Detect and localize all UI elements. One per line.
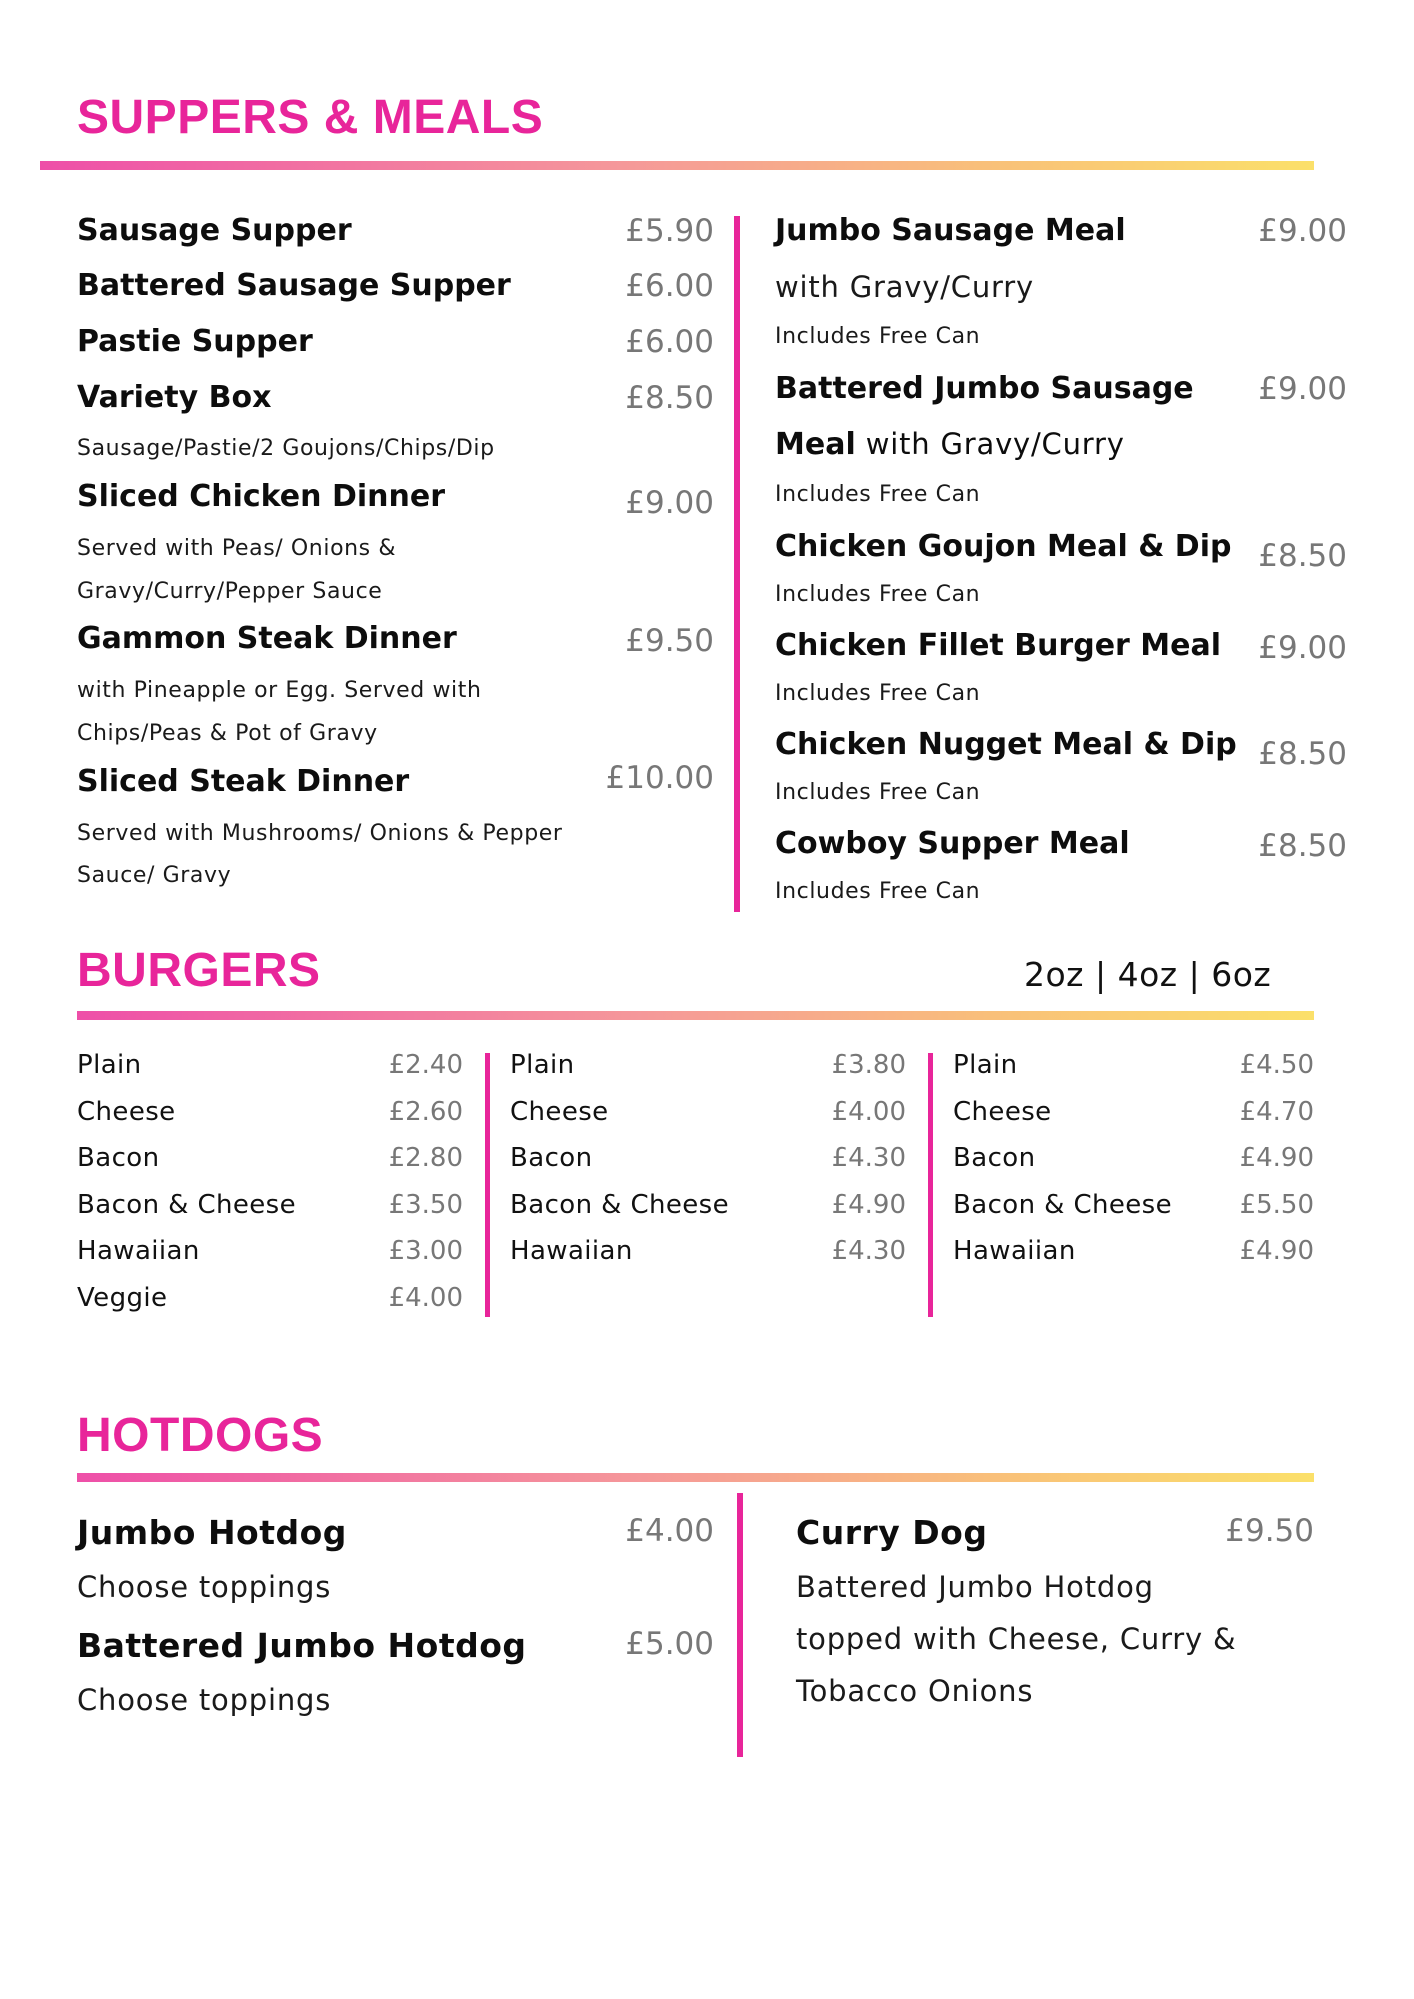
menu-item-description: with Gravy/Curry [775,270,1034,304]
burger-item-price: £4.30 [831,1236,906,1266]
burger-item-name: Plain [77,1050,142,1080]
burger-item-price: £2.60 [388,1097,463,1127]
menu-item-description: with Gravy/Curry [855,427,1125,461]
menu-item-name: Battered Sausage Supper [77,268,511,303]
menu-item-name: Curry Dog [796,1513,988,1552]
menu-item-description: with Pineapple or Egg. Served with [77,678,482,703]
burger-item-name: Bacon & Cheese [953,1190,1173,1220]
burger-item-name: Plain [953,1050,1018,1080]
menu-item-price: £9.50 [625,623,714,659]
menu-item-price: £8.50 [1258,736,1347,772]
column-divider [737,1493,743,1757]
column-divider [734,216,740,912]
menu-item-name: Jumbo Hotdog [77,1513,347,1552]
burger-item-name: Cheese [953,1097,1052,1127]
burger-item-price: £3.80 [831,1050,906,1080]
menu-item-price: £6.00 [625,268,714,304]
menu-item-price: £8.50 [1258,538,1347,574]
section-divider-suppers [40,161,1314,170]
burger-item-price: £4.50 [1239,1050,1314,1080]
burger-size-labels: 2oz | 4oz | 6oz [1024,955,1272,994]
menu-item-name: Gammon Steak Dinner [77,621,457,656]
menu-item-name: Sliced Chicken Dinner [77,479,445,514]
menu-item-price: £8.50 [1258,828,1347,864]
burger-item-name: Bacon [510,1143,593,1173]
burger-item-price: £4.90 [1239,1143,1314,1173]
burger-item-name: Bacon & Cheese [77,1190,297,1220]
menu-item-description: Choose toppings [77,1570,332,1604]
menu-item-description: Choose toppings [77,1683,332,1717]
menu-item-price: £9.00 [1258,213,1347,249]
menu-item-name: Pastie Supper [77,324,313,359]
menu-item-price: £9.00 [1258,630,1347,666]
menu-item-name: Jumbo Sausage Meal [775,213,1126,248]
menu-item-name: Sliced Steak Dinner [77,764,410,799]
menu-item-price: £5.90 [625,213,714,249]
section-divider-hotdogs [77,1473,1314,1482]
menu-item-note: Includes Free Can [775,324,981,349]
burger-item-name: Bacon [77,1143,160,1173]
menu-item-description: topped with Cheese, Curry & [796,1622,1237,1656]
section-heading-suppers: SUPPERS & MEALS [77,91,544,144]
burger-item-name: Hawaiian [510,1236,633,1266]
menu-item-name: Variety Box [77,380,272,415]
menu-item-price: £9.00 [625,485,714,521]
section-heading-hotdogs: HOTDOGS [77,1409,324,1462]
burger-item-price: £4.70 [1239,1097,1314,1127]
burger-item-name: Hawaiian [953,1236,1076,1266]
burger-item-price: £4.00 [831,1097,906,1127]
burger-item-price: £3.50 [388,1190,463,1220]
menu-item-note: Includes Free Can [775,879,981,904]
menu-item-price: £4.00 [625,1513,714,1549]
menu-item-description: Chips/Peas & Pot of Gravy [77,721,378,746]
menu-item-price: £10.00 [605,760,714,796]
menu-item-name: Battered Jumbo Hotdog [77,1626,527,1665]
menu-item-note: Includes Free Can [775,582,981,607]
section-divider-burgers [77,1011,1314,1020]
menu-item-price: £5.00 [625,1626,714,1662]
menu-item-name: Chicken Fillet Burger Meal [775,628,1222,663]
menu-item-description: Sauce/ Gravy [77,863,232,888]
burger-item-price: £5.50 [1239,1190,1314,1220]
column-divider [485,1053,490,1317]
burger-item-name: Hawaiian [77,1236,200,1266]
section-heading-burgers: BURGERS [77,944,321,997]
burger-item-price: £4.30 [831,1143,906,1173]
menu-item-name-continued [775,427,1125,462]
menu-item-description: Served with Mushrooms/ Onions & Pepper [77,821,563,846]
burger-item-name: Veggie [77,1283,168,1313]
menu-item-name-bold: Meal [775,427,856,462]
burger-item-price: £2.40 [388,1050,463,1080]
menu-item-price: £8.50 [625,380,714,416]
menu-item-name: Chicken Goujon Meal & Dip [775,529,1232,564]
burger-item-price: £4.00 [388,1283,463,1313]
menu-item-name: Cowboy Supper Meal [775,826,1130,861]
burger-item-price: £4.90 [1239,1236,1314,1266]
burger-item-name: Plain [510,1050,575,1080]
burger-item-price: £3.00 [388,1236,463,1266]
menu-item-description: Battered Jumbo Hotdog [796,1570,1154,1604]
menu-item-description: Sausage/Pastie/2 Goujons/Chips/Dip [77,436,495,461]
burger-item-name: Bacon & Cheese [510,1190,730,1220]
menu-item-name: Chicken Nugget Meal & Dip [775,727,1237,762]
menu-item-price: £6.00 [625,324,714,360]
menu-item-price: £9.00 [1258,371,1347,407]
menu-item-description: Served with Peas/ Onions & [77,536,397,561]
menu-item-note: Includes Free Can [775,681,981,706]
column-divider [928,1053,933,1317]
menu-item-price: £9.50 [1225,1513,1314,1549]
burger-item-price: £2.80 [388,1143,463,1173]
burger-item-name: Cheese [510,1097,609,1127]
burger-item-price: £4.90 [831,1190,906,1220]
burger-item-name: Bacon [953,1143,1036,1173]
menu-item-description: Gravy/Curry/Pepper Sauce [77,579,383,604]
menu-item-note: Includes Free Can [775,482,981,507]
menu-item-name: Battered Jumbo Sausage [775,371,1194,406]
menu-item-name: Sausage Supper [77,213,352,248]
burger-item-name: Cheese [77,1097,176,1127]
menu-item-description: Tobacco Onions [796,1674,1034,1708]
menu-item-note: Includes Free Can [775,780,981,805]
